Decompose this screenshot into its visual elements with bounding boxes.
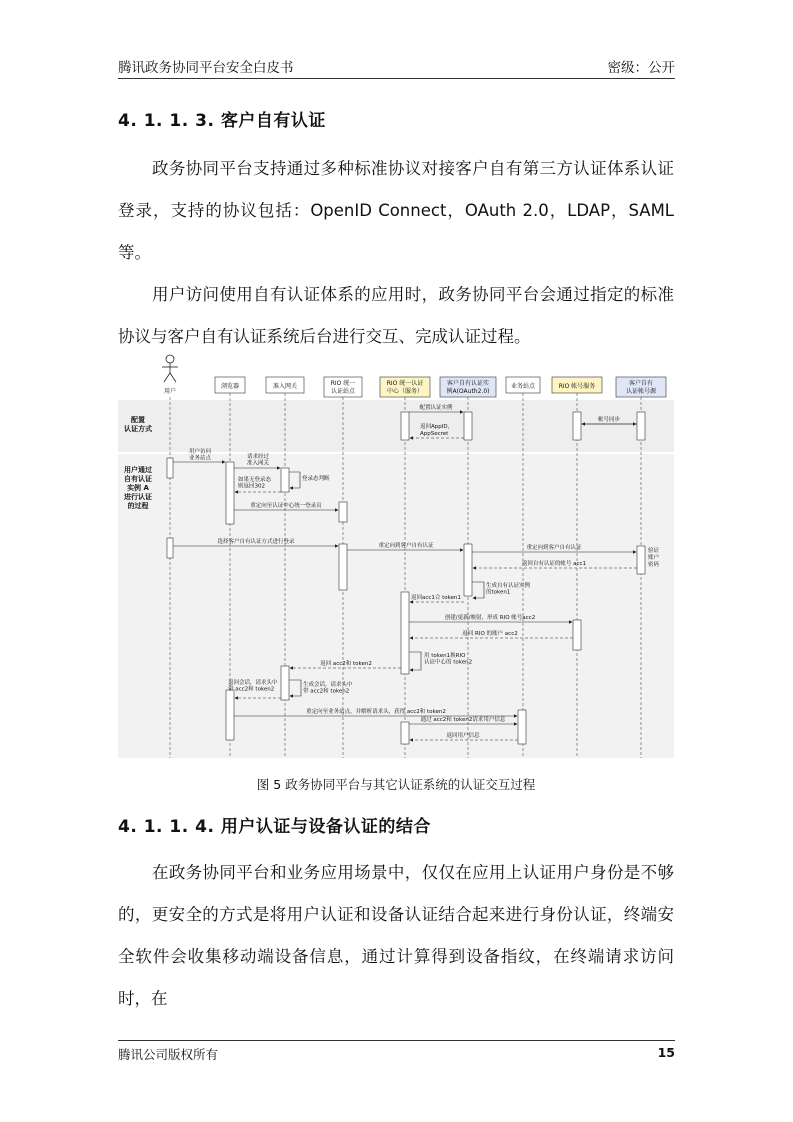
message-label: 通过 acc2和 token2请求用户信息 (420, 717, 506, 723)
participant-browser: 浏览器 (220, 383, 240, 390)
message-label: 生成会话，请求头中带 acc2和 token2 (303, 682, 353, 695)
message-label: 重定向到客户自有认证 (378, 543, 434, 549)
message-label: 选择客户自有认证方式进行登录 (217, 539, 295, 545)
message-label: 返回acc1合 token1 (410, 595, 462, 601)
participant-rio-site: RIO 统一认证站点 (330, 380, 356, 395)
section-label-process: 用户通过自有认证实例 A 进行认证的过程 (124, 466, 152, 510)
message-label: 创建/更新/映射，形成 RIO 帐号acc2 (444, 615, 536, 621)
message-label: 用 token1换RIO 认证中心的 token2 (424, 653, 473, 666)
participant-customer-src: 客户自有认证帐号源 (625, 380, 657, 395)
participant-rio-center: RIO 统一认证中心（服务） (386, 380, 424, 395)
sequence-diagram-svg (118, 340, 674, 758)
message-label: 登录态判断 (302, 476, 330, 482)
header-classification: 密级：公开 (607, 60, 675, 76)
message-label: 重定向至认证中心统一登录页 (250, 503, 322, 509)
page-header (118, 52, 675, 79)
participant-biz-site: 业务站点 (510, 383, 536, 390)
message-label: 如果无登录态则返回302 (238, 477, 272, 490)
header-title: 腾讯政务协同平台安全白皮书 (118, 60, 294, 76)
participant-headers (215, 377, 666, 397)
sequence-diagram (118, 340, 674, 758)
message-label: 返回AppID, AppSecret (420, 424, 450, 437)
message-label: 用户访问业务站点 (188, 449, 212, 462)
participant-customer-a: 客户自有认证实例A(OAuth2.0) (446, 380, 490, 395)
message-label: 请求经过准入网关 (246, 454, 270, 467)
section-label-config: 配置认证方式 (124, 416, 152, 433)
message-label: 返回会话，请求头中带 acc2和 token2 (228, 680, 278, 693)
paragraph: 在政务协同平台和业务应用场景中，仅仅在应用上认证用户身份是不够的，更安全的方式是将用户认证和设备认证结合起来进行身份认证，终端安全软件会收集移动端设备信息，通过计算得到设备指纹，在终端请求访问时，在 (118, 863, 674, 1008)
page-number: 15 (657, 1045, 675, 1060)
participant-gateway: 准入网关 (272, 383, 298, 390)
footer-copyright: 腾讯公司版权所有 (118, 1047, 219, 1062)
participant-user: 用户 (163, 388, 177, 395)
section-heading-4-1-1-3: 4. 1. 1. 3. 客户自有认证 (118, 111, 326, 131)
section2-body (118, 852, 674, 1020)
figure-caption: 图 5 政务协同平台与其它认证系统的认证交互过程 (256, 777, 536, 792)
message-label: 重定向到客户自有认证 (526, 545, 582, 551)
section-heading-4-1-1-4: 4. 1. 1. 4. 用户认证与设备认证的结合 (118, 817, 431, 837)
participant-rio-account: RIO 帐号服务 (558, 383, 596, 390)
user-actor-icon (162, 355, 178, 382)
message-label: 返回 RIO 的账户 acc2 (462, 631, 518, 637)
section1-body (118, 148, 674, 358)
message-label: 重定向至业务站点，并解析请求头，获得 acc2和 token2 (306, 709, 446, 715)
message-label: 返回 acc2和 token2 (320, 661, 372, 667)
message-label: 返回自有认证的帐号 acc1 (521, 561, 587, 567)
message-label: 帐号同步 (597, 417, 621, 423)
message-label: 配置认证实例 (419, 405, 453, 411)
paragraph: 政务协同平台支持通过多种标准协议对接客户自有第三方认证体系认证登录，支持的协议包括：OpenID Connect，OAuth 2.0，LDAP，SAML 等。 (118, 159, 674, 262)
config-band (118, 400, 674, 452)
page-footer (118, 1040, 675, 1065)
message-label: 返回用户信息 (446, 733, 480, 739)
message-label: 生成自有认证实例的token1 (486, 583, 531, 596)
message-label: 验证账户密码 (648, 548, 660, 568)
paragraph: 用户访问使用自有认证体系的应用时，政务协同平台会通过指定的标准协议与客户自有认证系统后台进行交互、完成认证过程。 (118, 285, 674, 346)
